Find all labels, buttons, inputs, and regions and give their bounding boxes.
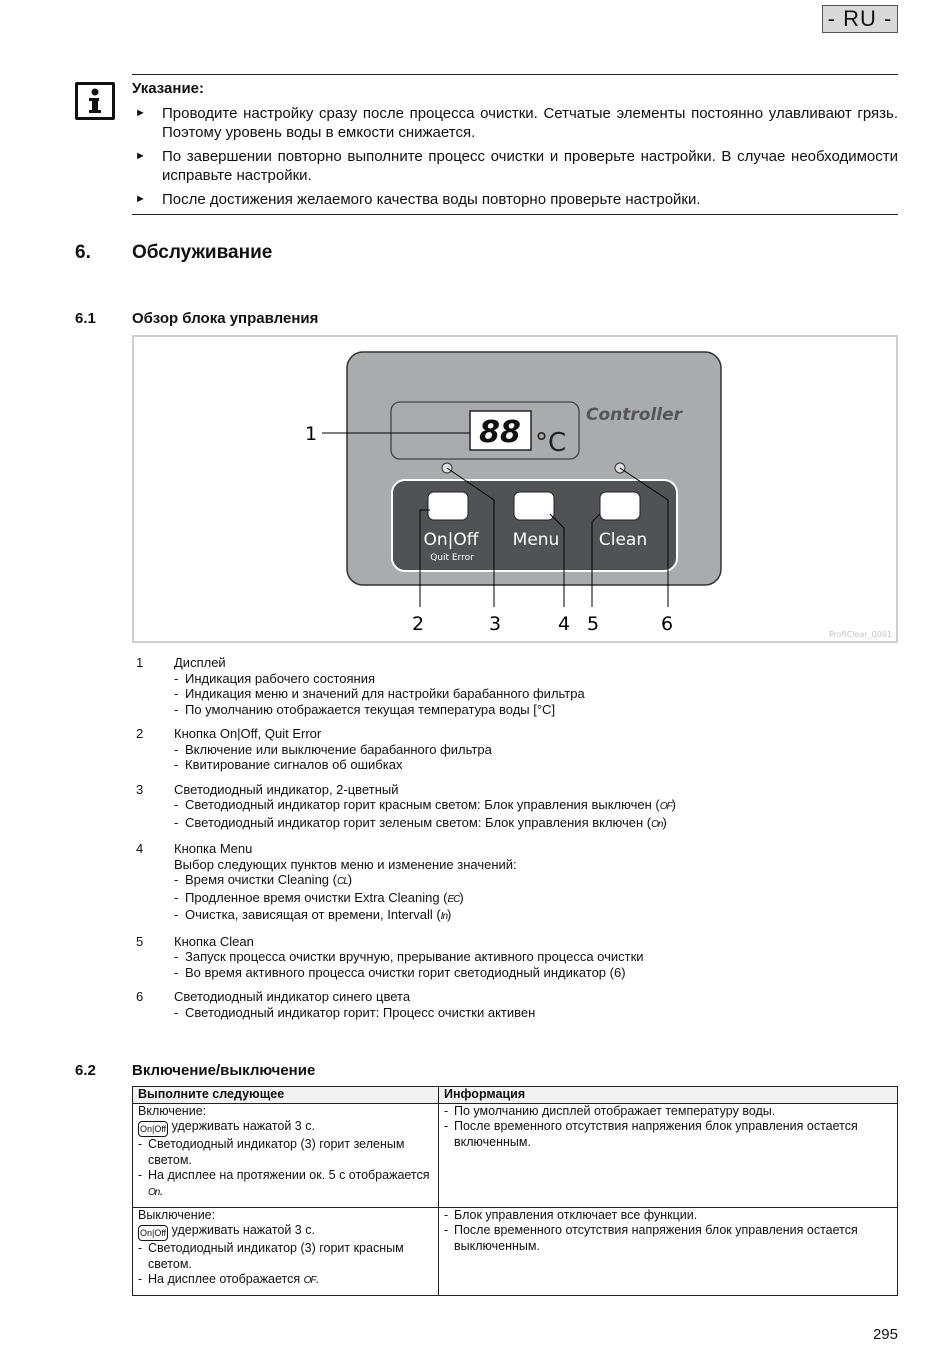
clean-key-label: Clean [598, 530, 648, 550]
action-hold: On|Off удерживать нажатой 3 с. [138, 1223, 433, 1241]
callout-4: 4 [557, 613, 571, 635]
legend-line: - Запуск процесса очистки вручную, прерывание активного процесса очистки [174, 949, 896, 965]
table-header: Выполните следующее [133, 1087, 439, 1104]
legend-line: - Очистка, зависящая от времени, Intervall (In) [174, 907, 896, 925]
legend-item [136, 655, 896, 717]
action-step: - Светодиодный индикатор (3) горит красным светом. [138, 1241, 433, 1272]
legend-item [136, 782, 896, 833]
legend-line: - Во время активного процесса очистки горит светодиодный индикатор (6) [174, 965, 896, 981]
display-value: 88 [479, 415, 521, 450]
display-symbol: OF [303, 1275, 316, 1286]
table-row [133, 1103, 898, 1207]
legend-number: 5 [136, 933, 144, 949]
legend-item [136, 934, 896, 981]
info-line: - Блок управления отключает все функции. [444, 1208, 892, 1224]
info-icon [75, 82, 115, 120]
section-6-1-title: Обзор блока управления [132, 310, 319, 327]
note-title: Указание: [132, 80, 205, 97]
legend-title: Кнопка Clean [174, 933, 254, 949]
legend-item [136, 841, 896, 925]
on-off-key-label: On|Off [423, 530, 479, 550]
info-line: - После временного отсутствия напряжения блок управления остается включенным. [444, 1119, 892, 1150]
action-step: - Светодиодный индикатор (3) горит зеленым светом. [138, 1137, 433, 1168]
display-symbol: In [440, 911, 448, 922]
menu-key[interactable] [514, 492, 554, 520]
legend-number: 2 [136, 726, 144, 741]
legend-number: 3 [136, 781, 144, 797]
callout-1: 1 [304, 423, 318, 445]
page-number: 295 [872, 1326, 898, 1343]
action-title: Включение: [138, 1103, 207, 1118]
legend-title: Светодиодный индикатор синего цвета [174, 989, 411, 1004]
on-off-key[interactable] [428, 492, 468, 520]
table-cell-action [133, 1103, 439, 1207]
legend-number: 1 [136, 655, 144, 670]
section-6-2-number: 6.2 [75, 1062, 96, 1079]
note-bottom-rule [132, 214, 898, 215]
figure-legend [136, 655, 896, 1029]
legend-line: - Светодиодный индикатор горит: Процесс очистки активен [174, 1005, 896, 1021]
controller-brand: Controller [586, 405, 683, 425]
on-off-key-icon: On|Off [138, 1121, 168, 1137]
menu-key-label: Menu [512, 530, 560, 550]
table-cell-info [439, 1103, 898, 1207]
display-symbol: OF [659, 801, 672, 812]
legend-line: - Продленное время очистки Extra Cleaning (EC) [174, 890, 896, 908]
action-hold: On|Off удерживать нажатой 3 с. [138, 1119, 433, 1137]
legend-title: Дисплей [174, 655, 226, 670]
clean-key[interactable] [600, 492, 640, 520]
legend-line: - По умолчанию отображается текущая температура воды [°C] [174, 702, 896, 718]
legend-line: - Индикация рабочего состояния [174, 671, 896, 687]
table-cell-action [133, 1207, 439, 1295]
legend-title: Кнопка Menu [174, 841, 253, 856]
note-top-rule [132, 74, 898, 75]
legend-number: 6 [136, 989, 144, 1004]
info-line: - После временного отсутствия напряжения блок управления остается выключенным. [444, 1223, 892, 1254]
figure-watermark: ProfiClear_0001 [828, 630, 892, 639]
on-off-table [132, 1086, 898, 1296]
section-6-number: 6. [75, 242, 91, 263]
action-step: - На дисплее на протяжении ок. 5 с отображается On. [138, 1168, 433, 1200]
legend-item [136, 726, 896, 773]
action-title: Выключение: [138, 1207, 216, 1222]
legend-title: Кнопка On|Off, Quit Error [174, 726, 322, 741]
language-badge: - RU - [822, 5, 898, 33]
section-6-title: Обслуживание [132, 242, 273, 263]
table-header-row [133, 1087, 898, 1104]
legend-line: - Время очистки Cleaning (CL) [174, 872, 896, 890]
quit-error-label: Quit Error [430, 553, 474, 563]
section-6-2-title: Включение/выключение [132, 1062, 316, 1079]
display-symbol: CL [336, 876, 348, 887]
note-bullet: ► Проводите настройку сразу после процесса очистки. Сетчатые элементы постоянно улавливают грязь. Поэтому уровень воды в емкости снижается. [132, 104, 898, 142]
legend-line: - Квитирование сигналов об ошибках [174, 757, 896, 773]
table-row [133, 1207, 898, 1295]
table-header: Информация [439, 1087, 898, 1104]
note-bullet: ► По завершении повторно выполните процесс очистки и проверьте настройки. В случае необходимости исправьте настройки. [132, 147, 898, 185]
section-6-1-number: 6.1 [75, 310, 96, 327]
table-cell-info [439, 1207, 898, 1295]
callout-6: 6 [660, 613, 674, 635]
on-off-key-icon: On|Off [138, 1225, 168, 1241]
callout-2: 2 [411, 613, 425, 635]
legend-number: 4 [136, 841, 144, 856]
callout-5: 5 [586, 613, 600, 635]
note-bullet: ► После достижения желаемого качества воды повторно проверьте настройки. [132, 190, 898, 209]
legend-line: - Светодиодный индикатор горит красным светом: Блок управления выключен (OF) [174, 797, 896, 815]
info-line: - По умолчанию дисплей отображает температуру воды. [444, 1104, 892, 1120]
action-step: - На дисплее отображается OF. [138, 1272, 433, 1289]
display-symbol: EC [447, 893, 460, 905]
display-unit: °C [535, 428, 567, 458]
note-bullets [132, 104, 898, 214]
legend-title: Светодиодный индикатор, 2-цветный [174, 781, 399, 797]
controller-figure [132, 335, 898, 643]
legend-line: - Светодиодный индикатор горит зеленым светом: Блок управления включен (On) [174, 815, 896, 833]
display-symbol: On [651, 818, 663, 830]
legend-line: - Включение или выключение барабанного фильтра [174, 742, 896, 758]
callout-3: 3 [488, 613, 502, 635]
legend-item [136, 989, 896, 1020]
legend-intro: Выбор следующих пунктов меню и изменение значений: [174, 856, 517, 872]
display-symbol: On [148, 1186, 160, 1198]
legend-line: - Индикация меню и значений для настройки барабанного фильтра [174, 686, 896, 702]
